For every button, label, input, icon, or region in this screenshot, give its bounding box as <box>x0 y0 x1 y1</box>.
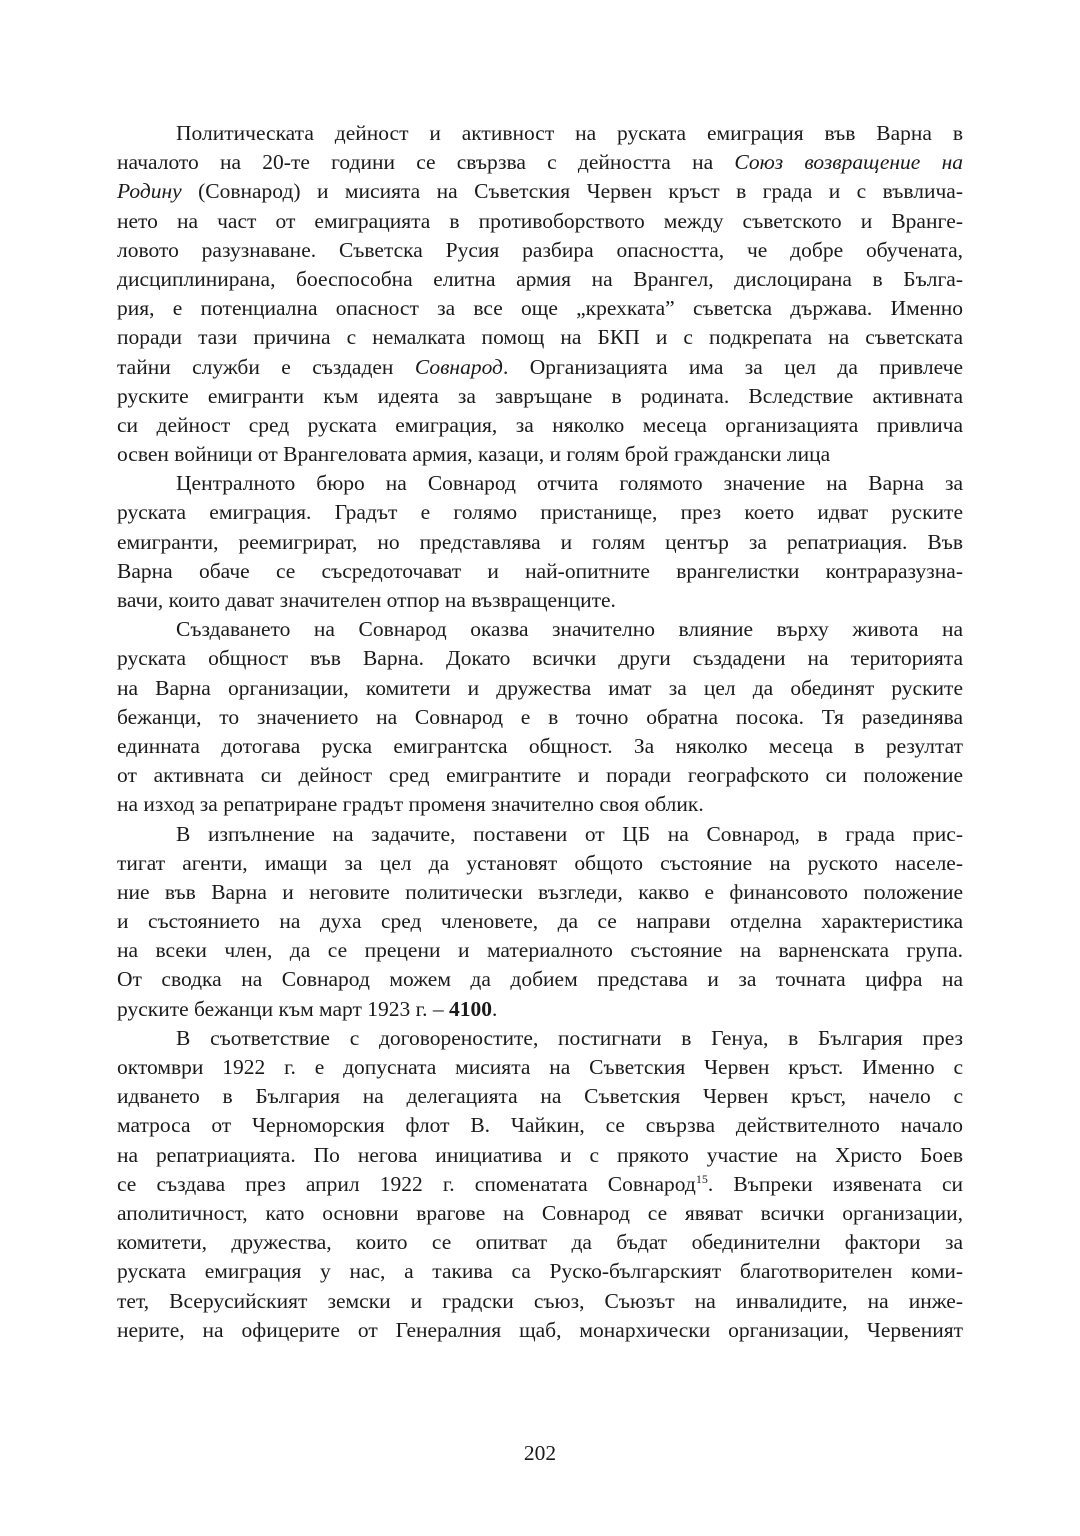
text-run: аполитичност, като основни врагове на Совнарод се явяват всички организации, <box>117 1200 963 1225</box>
text-line <box>117 1199 963 1228</box>
text-run: рия, е потенциална опасност за все още „крехката” съветска държава. Именно <box>117 296 963 321</box>
text-run: поради тази причина с немалката помощ на БКП и с подкрепата на съветската <box>117 325 963 350</box>
italic-run: Совнарод <box>414 354 503 379</box>
text-line <box>117 732 963 761</box>
text-run: на изход за репатриране градът променя значително своя облик. <box>117 792 704 817</box>
text-line <box>117 265 963 294</box>
text-run: руската общност във Варна. Докато всички други създадени на територията <box>117 646 963 671</box>
text-run: ние във Варна и неговите политически възгледи, какво е финансовото положение <box>117 879 963 904</box>
text-line <box>117 1024 963 1053</box>
text-line <box>117 644 963 673</box>
italic-run: Родину <box>117 179 182 204</box>
text-line <box>117 1257 963 1286</box>
text-run: и състоянието на духа сред членовете, да се направи отделна характеристика <box>117 909 963 934</box>
text-line <box>117 323 963 352</box>
text-run: началото на 20-те години се свързва с дейността на <box>117 150 735 175</box>
text-run: Централното бюро на Совнарод отчита голямото значение на Варна за <box>176 471 963 496</box>
text-run: В изпълнение на задачите, поставени от ЦБ на Совнарод, в града прис- <box>176 821 963 846</box>
text-line <box>117 236 963 265</box>
text-line <box>117 411 963 440</box>
text-line <box>117 761 963 790</box>
text-line <box>117 615 963 644</box>
text-run: Създаването на Совнарод оказва значително влияние върху живота на <box>176 617 963 642</box>
text-line <box>117 1053 963 1082</box>
text-line <box>117 1111 963 1140</box>
text-run: вачи, които дават значителен отпор на възвращенците. <box>117 588 616 612</box>
text-line <box>117 1228 963 1257</box>
text-run: (Совнарод) и мисията на Съветския Червен кръст в града и с въвлича- <box>181 179 963 204</box>
text-line <box>117 148 963 177</box>
text-line <box>117 965 963 994</box>
text-line <box>117 177 963 206</box>
text-run: руските емигранти към идеята за завръщане в родината. Вследствие активната <box>117 383 963 408</box>
text-line <box>117 119 963 148</box>
text-run: руската емиграция у нас, а такива са Руско-българският благотворителен коми- <box>117 1259 963 1284</box>
text-line <box>117 703 963 732</box>
text-line <box>117 849 963 878</box>
text-line <box>117 1316 963 1345</box>
text-run: . Организацията има за цел да привлече <box>502 354 964 379</box>
text-run: тайни служби е създаден <box>117 354 415 379</box>
text-run: нерите, на офицерите от Генералния щаб, монархически организации, Червеният <box>117 1317 963 1342</box>
text-line <box>117 498 963 527</box>
text-line <box>117 1082 963 1111</box>
text-run: дисциплинирана, боеспособна елитна армия на Врангел, дислоцирана в Бълга- <box>117 266 963 291</box>
text-line <box>117 995 963 1024</box>
text-run: Политическата дейност и активност на руската емиграция във Варна в <box>176 121 963 145</box>
text-line <box>117 936 963 965</box>
text-run: на репатриацията. По негова инициатива и с прякото участие на Христо Боев <box>117 1142 963 1167</box>
text-run: руските бежанци към март 1923 г. – <box>117 996 449 1021</box>
text-line <box>117 907 963 936</box>
text-run: руската емиграция. Градът е голямо пристанище, през което идват руските <box>117 500 963 525</box>
bold-run: 4100 <box>448 996 492 1021</box>
text-line <box>117 790 963 819</box>
text-run: на всеки член, да се прецени и материалното състояние на варненската група. <box>117 938 963 963</box>
text-run: от активната си дейност сред емигрантите и поради географското си положение <box>117 763 963 788</box>
text-line <box>117 440 963 469</box>
text-line <box>117 207 963 236</box>
text-line <box>117 1141 963 1170</box>
text-line <box>117 353 963 382</box>
text-run: матроса от Черноморския флот В. Чайкин, се свързва действителното начало <box>117 1113 963 1138</box>
text-run: От сводка на Совнарод можем да добием представа и за точната цифра на <box>117 967 963 992</box>
text-run: нето на част от емиграцията в противоборството между съветското и Врангe- <box>117 208 963 233</box>
text-run: бежанци, то значението на Совнарод е в точно обратна посока. Тя разединява <box>117 704 963 729</box>
text-line <box>117 820 963 849</box>
footnote-ref: 15 <box>695 1171 708 1186</box>
text-run: ловото разузнаване. Съветска Русия разбира опасността, че добре обучената, <box>117 237 963 262</box>
text-line <box>117 586 963 615</box>
text-run: тигат агенти, имащи за цел да установят общото състояние на руското населе- <box>117 850 963 875</box>
text-line <box>117 382 963 411</box>
text-line <box>117 469 963 498</box>
text-run: единната дотогава руска емигрантска общност. За няколко месеца в резултат <box>117 733 963 758</box>
text-line <box>117 674 963 703</box>
page-number: 202 <box>523 1441 557 1465</box>
body-text <box>117 119 963 1345</box>
text-run: се създава през април 1922 г. споменатата Совнарод <box>117 1171 696 1196</box>
text-line <box>117 294 963 323</box>
text-run: . <box>491 996 498 1021</box>
text-line <box>117 1287 963 1316</box>
text-line <box>117 557 963 586</box>
text-run: на Варна организации, комитети и дружества имат за цел да обединят руските <box>117 675 963 700</box>
text-run: . Въпреки изявената си <box>707 1171 964 1196</box>
text-run: си дейност сред руската емиграция, за няколко месеца организацията привлича <box>117 412 963 437</box>
text-run: октомври 1922 г. е допусната мисията на Съветския Червен кръст. Именно с <box>117 1055 963 1079</box>
text-run: емигранти, реемигрират, но представлява и голям център за репатриация. Във <box>117 529 963 554</box>
text-run: Варна обаче се съсредоточават и най-опитните врангелистки контраразузна- <box>117 558 963 583</box>
text-run: идването в България на делегацията на Съветския Червен кръст, начело с <box>117 1084 963 1109</box>
text-line <box>117 528 963 557</box>
text-run: комитети, дружества, които се опитват да бъдат обединителни фактори за <box>117 1230 963 1255</box>
text-run: освен войници от Врангеловата армия, казаци, и голям брой граждански лица <box>117 442 831 467</box>
text-line <box>117 878 963 907</box>
text-line <box>117 1170 963 1199</box>
italic-run: Союз возвращение на <box>734 150 963 175</box>
text-run: В съответствие с договореностите, постигнати в Генуа, в България през <box>176 1025 963 1050</box>
text-run: тет, Всерусийският земски и градски съюз, Съюзът на инвалидите, на инже- <box>117 1288 963 1313</box>
